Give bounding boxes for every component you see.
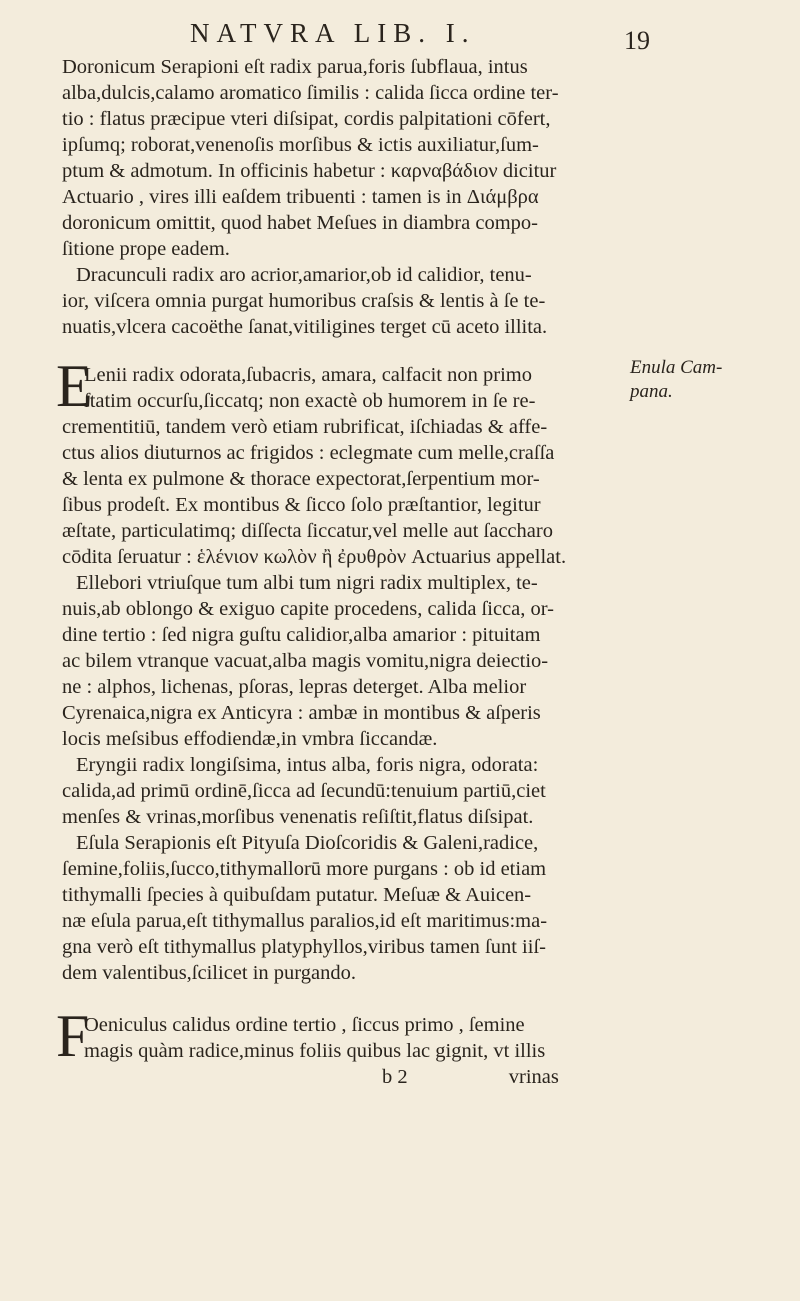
- text-line: ne : alphos, lichenas, pſoras, lepras deterget. Alba melior: [62, 676, 527, 698]
- text-line: nuis,ab oblongo & exiguo capite procedens, calida ſicca, or-: [62, 598, 554, 620]
- text-line: ipſumq; roborat,venenoſis morſibus & ictis auxiliatur,ſum-: [62, 134, 539, 156]
- paragraph-dracunculi: [62, 262, 622, 340]
- text-line: menſes & vrinas,morſibus venenatis reſiſtit,flatus diſsipat.: [62, 806, 534, 828]
- text-line: ctus alios diuturnos ac frigidos : eclegmate cum melle,craſſa: [62, 442, 555, 464]
- text-line: dine tertio : ſed nigra guſtu calidior,alba amarior : pituitam: [62, 624, 541, 646]
- paragraph-doronicum: [62, 54, 622, 262]
- text-line: cōdita ſeruatur : ἑλένιον κωλὸν ἢ ἐρυθρὸν Actuarius appellat.: [62, 546, 567, 568]
- drop-cap: F: [56, 1003, 90, 1069]
- paragraph-esula: [62, 830, 622, 986]
- page-footer: [62, 1064, 622, 1090]
- text-line: Ellebori vtriuſque tum albi tum nigri radix multiplex, te-: [76, 572, 538, 594]
- text-line: ior, viſcera omnia purgat humoribus craſsis & lentis à ſe te-: [62, 290, 546, 312]
- text-line: Eſula Serapionis eſt Pityuſa Dioſcoridis & Galeni,radice,: [76, 832, 539, 854]
- text-line: calida,ad primū ordinē,ſicca ad ſecundū:tenuium partiū,ciet: [62, 780, 546, 802]
- paragraph-elenii: [56, 353, 622, 570]
- text-line: Doronicum Serapioni eſt radix parua,foris ſubflaua, intus: [62, 56, 528, 78]
- text-line: nuatis,vlcera cacoëthe ſanat,vitiligines terget cū aceto illita.: [62, 316, 548, 338]
- text-line: ptum & admotum. In officinis habetur : καρναβάδιον dicitur: [62, 160, 557, 182]
- text-line: Eryngii radix longiſsima, intus alba, foris nigra, odorata:: [76, 754, 539, 776]
- text-line: Lenii radix odorata,ſubacris, amara, calfacit non primo: [84, 364, 532, 386]
- text-line: Oeniculus calidus ordine tertio , ſiccus primo , ſemine: [84, 1014, 525, 1036]
- text-line: doronicum omittit, quod habet Meſues in diambra compo-: [62, 212, 538, 234]
- text-line: crementitiū, tandem verò etiam rubrificat, iſchiadas & affe-: [62, 416, 548, 438]
- drop-cap: E: [56, 353, 93, 419]
- text-line: ac bilem vtranque vacuat,alba magis vomitu,nigra deiectio-: [62, 650, 549, 672]
- text-line: ſtatim occurſu,ſiccatq; non exactè ob humorem in ſe re-: [84, 390, 536, 412]
- margin-note: [630, 356, 722, 404]
- text-line: ſitione prope eadem.: [62, 238, 230, 260]
- text-line: & lenta ex pulmone & thorace expectorat,ſerpentium mor-: [62, 468, 540, 490]
- text-line: gna verò eſt tithymallus platyphyllos,viribus tamen ſunt iiſ-: [62, 936, 546, 958]
- paragraph-ellebori: [62, 570, 622, 752]
- text-line: alba,dulcis,calamo aromatico ſimilis : calida ſicca ordine ter-: [62, 82, 559, 104]
- main-text: [56, 54, 622, 1090]
- running-head: NATVRA LIB. I.: [190, 18, 476, 48]
- signature-mark: b 2: [382, 1066, 408, 1088]
- text-line: magis quàm radice,minus foliis quibus lac gignit, vt illis: [84, 1040, 546, 1062]
- paragraph-foeniculus: [56, 1003, 622, 1069]
- text-line: tio : flatus præcipue vteri diſsipat, cordis palpitationi cōfert,: [62, 108, 551, 130]
- margin-note-line: Enula Cam-: [630, 357, 723, 378]
- margin-note-line: pana.: [630, 381, 673, 402]
- text-line: dem valentibus,ſcilicet in purgando.: [62, 962, 356, 984]
- text-line: locis meſsibus effodiendæ,in vmbra ſiccandæ.: [62, 728, 438, 750]
- paragraph-eryngii: [62, 752, 622, 830]
- page-number: 19: [624, 26, 650, 55]
- text-line: næ eſula parua,eſt tithymallus paralios,id eſt maritimus:ma-: [62, 910, 548, 932]
- text-line: ſibus prodeſt. Ex montibus & ſicco ſolo præſtantior, legitur: [62, 494, 541, 516]
- text-line: Actuario , vires illi eaſdem tribuenti : tamen is in Διάμβρα: [62, 186, 539, 208]
- text-line: tithymalli ſpecies à quibuſdam putatur. Meſuæ & Auicen-: [62, 884, 532, 906]
- text-line: ſemine,foliis,ſucco,tithymallorū more purgans : ob id etiam: [62, 858, 547, 880]
- text-line: Cyrenaica,nigra ex Anticyra : ambæ in montibus & aſperis: [62, 702, 541, 724]
- text-line: Dracunculi radix aro acrior,amarior,ob id calidior, tenu-: [76, 264, 532, 286]
- catchword: vrinas: [508, 1066, 559, 1088]
- text-line: æſtate, particulatimq; diſſecta ſiccatur,vel melle aut ſaccharo: [62, 520, 553, 542]
